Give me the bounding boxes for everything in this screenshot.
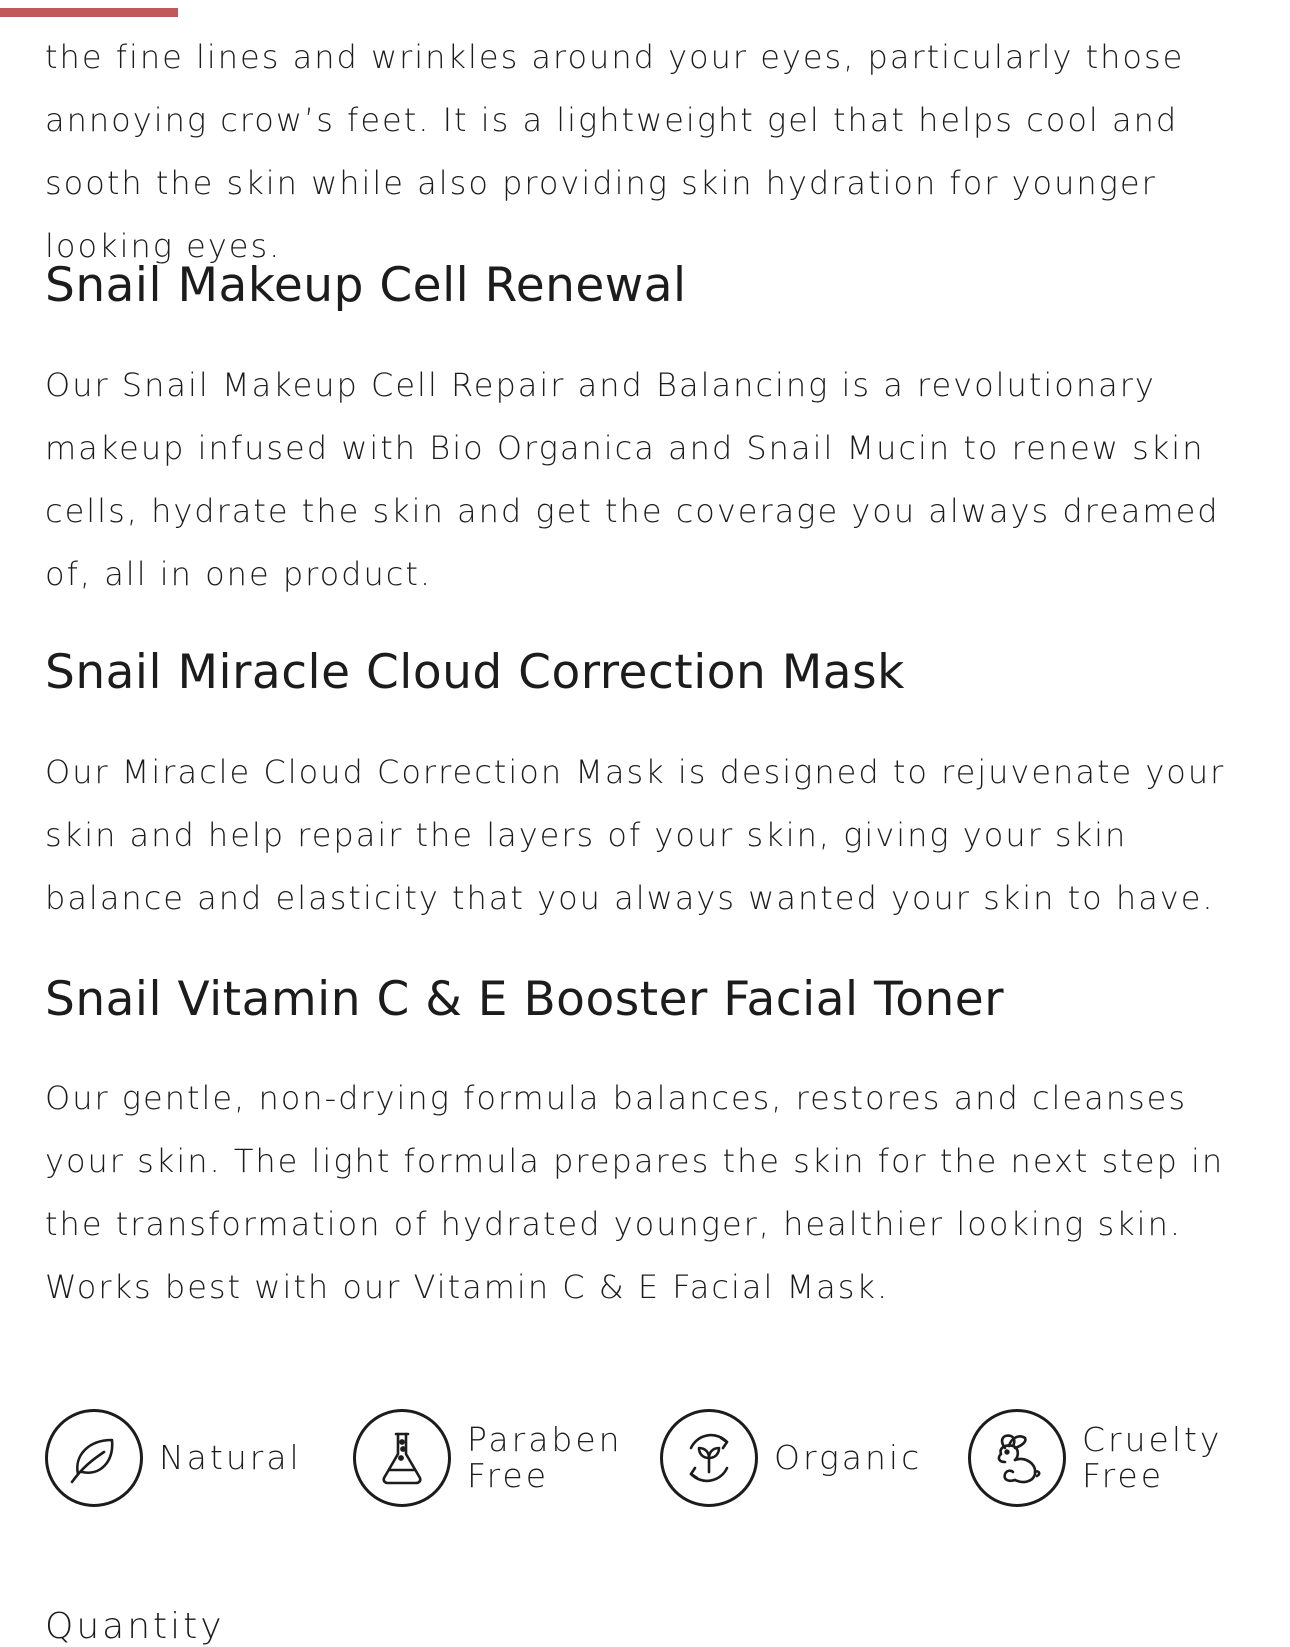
feature-natural xyxy=(45,1406,302,1510)
feature-label-natural: Natural xyxy=(159,1438,302,1477)
feature-label-paraben-free: Paraben Free xyxy=(467,1420,623,1495)
scroll-progress-bar xyxy=(0,8,178,17)
section-title-makeup-cell-renewal: Snail Makeup Cell Renewal xyxy=(45,258,687,313)
section-title-cloud-correction-mask: Snail Miracle Cloud Correction Mask xyxy=(45,645,905,700)
product-features xyxy=(45,1406,1265,1510)
intro-paragraph: the fine lines and wrinkles around your eyes, particularly those annoying crow’s feet. It is a lightweight gel that helps cool and sooth the skin while also providing skin hydration for younger looking eyes. xyxy=(45,38,1185,265)
section-body-cloud-correction-mask: Our Miracle Cloud Correction Mask is designed to rejuvenate your skin and help repair the layers of your skin, giving your skin balance and elasticity that you always wanted your skin to have. xyxy=(45,753,1226,917)
section-title-vitamin-toner: Snail Vitamin C & E Booster Facial Toner xyxy=(45,972,1005,1027)
section-body-makeup-cell-renewal: Our Snail Makeup Cell Repair and Balancing is a revolutionary makeup infused with Bio Organica and Snail Mucin to renew skin cells, hydrate the skin and get the coverage you always dreamed of, all in one product. xyxy=(45,366,1220,593)
leaf-icon xyxy=(45,1409,143,1507)
section-body-vitamin-toner: Our gentle, non-drying formula balances, restores and cleanses your skin. The light formula prepares the skin for the next step in the transformation of hydrated younger, healthier looking skin. Works best with our Vitamin C & E Facial Mask. xyxy=(45,1079,1225,1306)
feature-label-organic: Organic xyxy=(774,1438,923,1477)
rabbit-icon xyxy=(968,1409,1066,1507)
feature-cruelty-free xyxy=(968,1406,1222,1510)
recycle-sprout-icon xyxy=(660,1409,758,1507)
feature-paraben-free xyxy=(353,1406,623,1510)
quantity-label: Quantity xyxy=(45,1606,225,1647)
feature-organic xyxy=(660,1406,922,1510)
flask-icon xyxy=(353,1409,451,1507)
feature-label-cruelty-free: Cruelty Free xyxy=(1082,1420,1223,1495)
